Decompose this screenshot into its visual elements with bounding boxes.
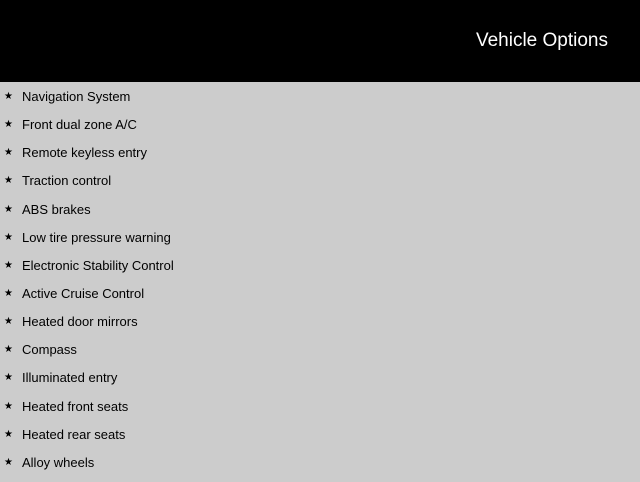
option-label: Low tire pressure warning — [22, 229, 171, 245]
option-label: Alloy wheels — [22, 454, 95, 470]
header-bar — [0, 0, 640, 82]
star-icon: ★ — [4, 175, 13, 187]
option-label: Illuminated entry — [22, 370, 118, 386]
star-icon: ★ — [4, 400, 13, 412]
star-icon: ★ — [4, 344, 13, 356]
option-label: Compass — [22, 342, 77, 358]
options-panel — [0, 82, 640, 480]
option-label: Remote keyless entry — [22, 145, 147, 161]
option-label: Front dual zone A/C — [22, 117, 137, 133]
star-icon: ★ — [4, 456, 13, 468]
option-label: Traction control — [22, 173, 112, 189]
star-icon: ★ — [4, 231, 13, 243]
option-label: Heated door mirrors — [22, 314, 138, 330]
star-icon: ★ — [4, 147, 13, 159]
star-icon: ★ — [4, 203, 13, 215]
star-icon: ★ — [4, 287, 13, 299]
option-label: Active Cruise Control — [22, 285, 145, 301]
star-icon: ★ — [4, 91, 13, 102]
page-title: Vehicle Options — [475, 30, 608, 51]
option-label: ABS brakes — [22, 201, 91, 217]
option-label: Heated rear seats — [22, 426, 126, 442]
star-icon: ★ — [4, 372, 13, 384]
option-label: Navigation System — [22, 89, 131, 104]
star-icon: ★ — [4, 119, 13, 131]
option-label: Electronic Stability Control — [22, 257, 174, 273]
star-icon: ★ — [4, 259, 13, 271]
star-icon: ★ — [4, 428, 13, 440]
star-icon: ★ — [4, 316, 13, 328]
option-label: Heated front seats — [22, 398, 129, 414]
